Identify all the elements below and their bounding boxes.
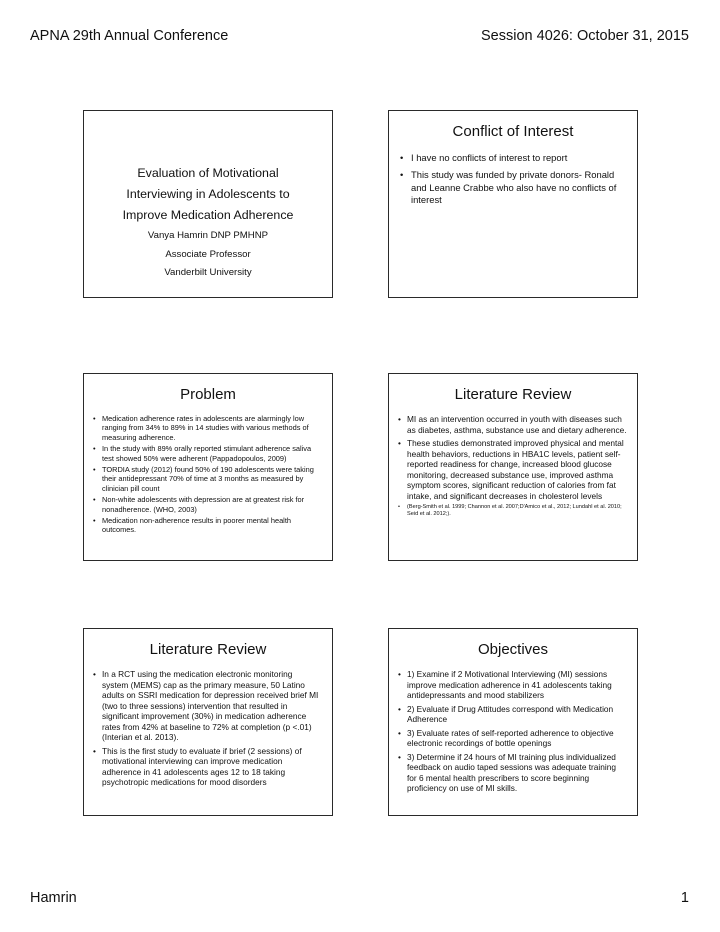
slide-conflict-of-interest bbox=[388, 110, 638, 298]
list-item: • These studies demonstrated improved physical and mental health behaviors, reductions in HBA1C levels, patient self-reported readiness for change, increased blood glucose monitoring, decreased substance use, improved asthma symptom scores, significant reduction of calories from fat intake, and significant decreases in cholesterol levels bbox=[395, 438, 627, 501]
list-item: • 3) Evaluate rates of self-reported adherence to objective electronic recordings of bottle openings bbox=[395, 728, 627, 749]
slide-heading: Literature Review bbox=[454, 386, 572, 403]
presenter-name: Vanya Hamrin DNP PMHNP bbox=[147, 230, 269, 241]
list-item: • In the study with 89% orally reported stimulant adherence saliva test showed 50% were adherent (Pappadopoulos, 2009) bbox=[90, 444, 320, 463]
page-number: 1 bbox=[680, 890, 689, 906]
list-item: • Non-white adolescents with depression are at greatest risk for nonadherence. (WHO, 2003) bbox=[90, 495, 320, 514]
citation: • (Berg-Smith et al. 1999; Channon et al. 2007;D'Amico et al., 2012; Lundahl et al. 2010; Seid et al. 2012;). bbox=[395, 504, 627, 519]
list-item: • In a RCT using the medication electronic monitoring system (MEMS) cap as the primary measure, 50 Latino adults on SSRI medication for depression received brief MI (two to three sessions) intervention that resulted in significant improvement (30%) in medication adherence rates from 42% at baseline to 72% at completion (p <.01) (Interian et al. 2013). bbox=[90, 669, 320, 743]
header-session: Session 4026: October 31, 2015 bbox=[481, 28, 689, 44]
header-conference: APNA 29th Annual Conference bbox=[30, 28, 229, 44]
slide-heading: Objectives bbox=[477, 641, 549, 658]
bullet-list bbox=[90, 669, 320, 788]
list-item: • 3) Determine if 24 hours of MI training plus individualized feedback on audio taped sessions was adequate training for 6 mental health prescribers to score beginning proficiency on use of MI skills. bbox=[395, 752, 627, 794]
title-line-2: Interviewing in Adolescents to bbox=[126, 187, 290, 201]
list-item: • I have no conflicts of interest to report bbox=[397, 152, 629, 164]
list-item: • Medication adherence rates in adolescents are alarmingly low ranging from 34% to 89% in 14 studies with various methods of measuring adherence. bbox=[90, 414, 320, 442]
bullet-list bbox=[395, 669, 627, 794]
bullet-list bbox=[395, 414, 627, 519]
slide-title bbox=[83, 110, 333, 298]
title-line-3: Improve Medication Adherence bbox=[122, 208, 294, 222]
list-item: • MI as an intervention occurred in youth with diseases such as diabetes, asthma, substance use and dietary adherence. bbox=[395, 414, 627, 435]
list-item: • 2) Evaluate if Drug Attitudes correspond with Medication Adherence bbox=[395, 704, 627, 725]
list-item: • This is the first study to evaluate if brief (2 sessions) of motivational interviewing can improve medication adherence in 41 adolescents ages 12 to 18 taking psychotropic medications for mood disorders bbox=[90, 746, 320, 788]
list-item: • This study was funded by private donors- Ronald and Leanne Crabbe who also have no conflicts of interest bbox=[397, 169, 629, 206]
slide-objectives bbox=[388, 628, 638, 816]
bullet-list bbox=[397, 152, 629, 207]
slide-heading: Problem bbox=[180, 386, 236, 403]
title-line-1: Evaluation of Motivational bbox=[137, 166, 279, 180]
slide-heading: Literature Review bbox=[149, 641, 267, 658]
footer-author: Hamrin bbox=[30, 890, 77, 906]
slide-problem bbox=[83, 373, 333, 561]
presenter-institution: Vanderbilt University bbox=[164, 267, 252, 278]
slide-literature-review-2 bbox=[83, 628, 333, 816]
slide-literature-review-1 bbox=[388, 373, 638, 561]
presenter-position: Associate Professor bbox=[165, 248, 251, 260]
list-item: • TORDIA study (2012) found 50% of 190 adolescents were taking their antidepressant 70% of time at 3 months as measured by clinician pill count bbox=[90, 465, 320, 493]
bullet-list bbox=[90, 414, 320, 535]
list-item: • 1) Examine if 2 Motivational Interviewing (MI) sessions improve medication adherence in 41 adolescents taking antidepressants and mood stabilizers bbox=[395, 669, 627, 701]
list-item: • Medication non-adherence results in poorer mental health outcomes. bbox=[90, 516, 320, 535]
slide-heading: Conflict of Interest bbox=[452, 123, 574, 140]
